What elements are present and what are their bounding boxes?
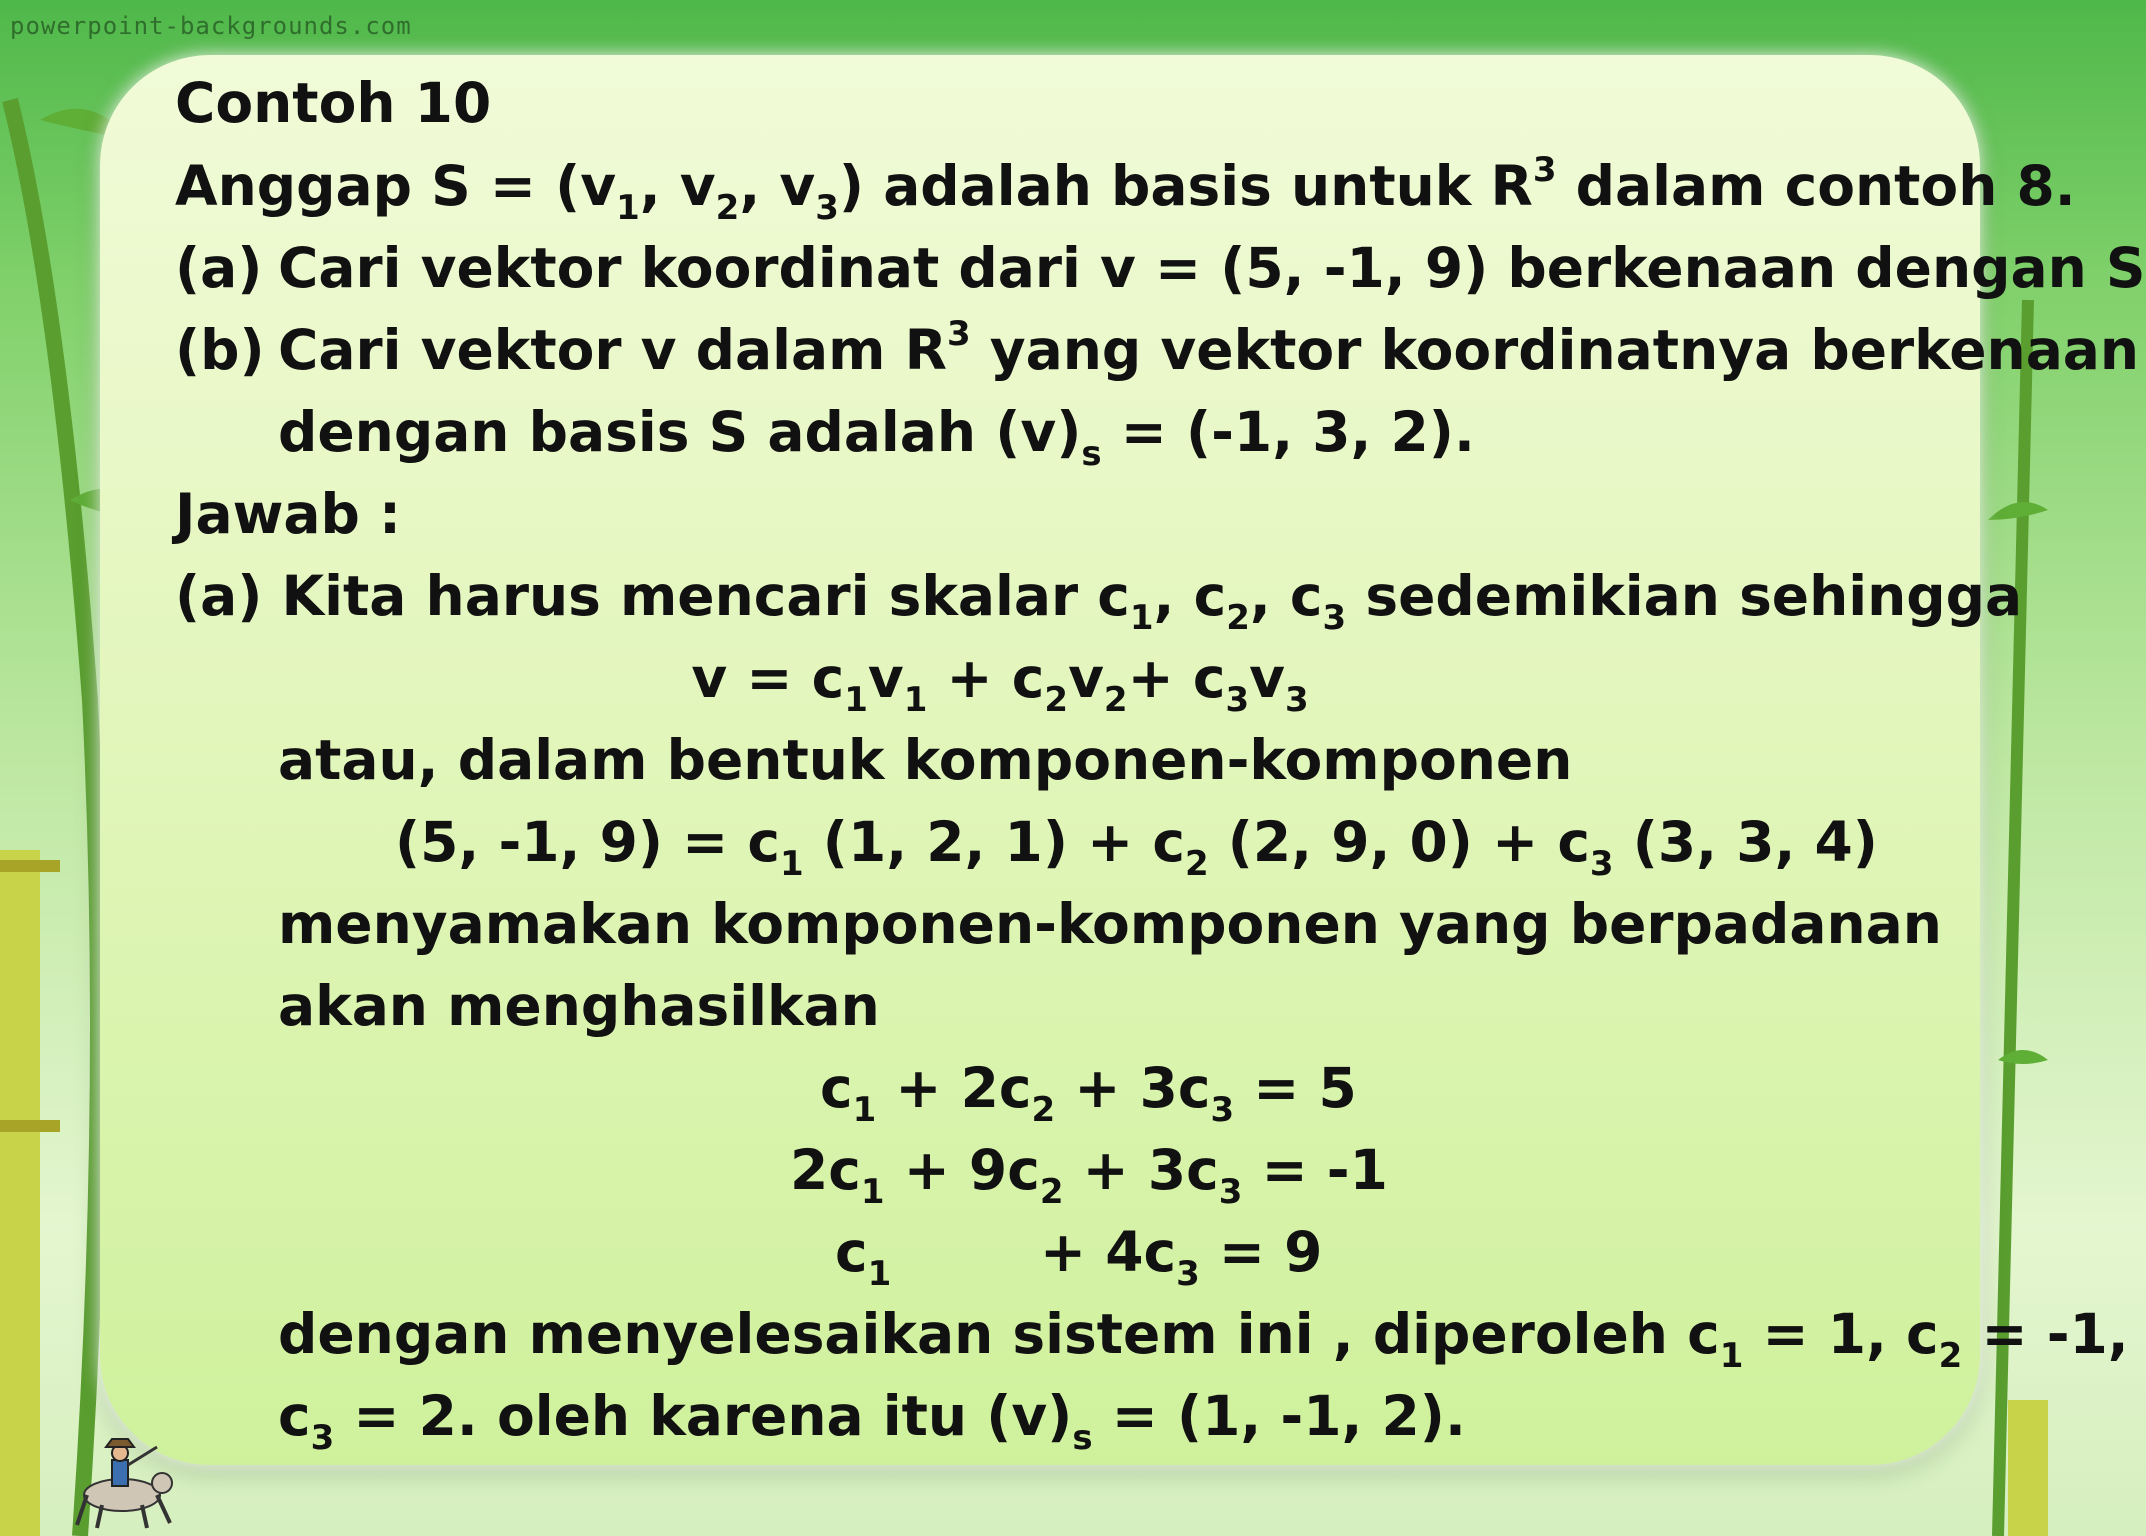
component-form-text: atau, dalam bentuk komponen-komponen bbox=[278, 728, 1573, 792]
equation-components: (5, -1, $9) = c_1$ (1, 2, $1) + c_2$ (2, 9, $0) + c_3$ (3, 3, 4) bbox=[395, 810, 1878, 884]
slide-title: Contoh 10 bbox=[175, 71, 492, 135]
equation-linear-combination: $v = c_1v_1 + c_2v_2+ c_3v_3$ bbox=[691, 646, 1309, 720]
watermark: powerpoint-backgrounds.com bbox=[10, 12, 412, 40]
question-b-text-line2: dengan basis S adalah $(v)_s = (-1$, 3, 2). bbox=[278, 400, 1475, 474]
result-line-1: dengan menyelesaikan sistem ini , diperoleh $c_1 = 1$, $c_2 = -1$, bbox=[278, 1302, 2129, 1376]
yields-text: akan menghasilkan bbox=[278, 974, 880, 1038]
system-equation-3-rhs: + $4c_3 = 9$ bbox=[1040, 1220, 1323, 1294]
question-b-text: Cari vektor v dalam $R^3$ yang vektor koordinatnya berkenaan bbox=[278, 314, 2140, 382]
question-a-text: Cari vektor koordinat dari v = (5, -1, 9) berkenaan dengan S bbox=[278, 236, 2146, 300]
question-b-label: (b) bbox=[175, 318, 265, 382]
system-equation-3: $c_1$ bbox=[835, 1220, 892, 1294]
answer-a-intro: (a) Kita harus mencari skalar $c_1$, $c_2$, $c_3$ sedemikian sehingga bbox=[175, 564, 2023, 638]
question-a bbox=[175, 236, 263, 300]
equating-text: menyamakan komponen-komponen yang berpadanan bbox=[278, 892, 1942, 956]
result-line-2: $c_3 = 2$. oleh karena itu $(v)_s = (1$, -1, 2). bbox=[278, 1384, 1466, 1458]
intro-line: Anggap $S = (v_1$, $v_2$, $v_3$) adalah basis untuk $R^3$ dalam contoh 8. bbox=[175, 150, 2076, 228]
question-a-label: (a) bbox=[175, 236, 263, 300]
cowboy-clipart bbox=[62, 1435, 182, 1530]
system-equation-1: $c_1 + 2c_2 + 3c_3 = 5$ bbox=[820, 1056, 1357, 1130]
answer-heading: Jawab : bbox=[175, 482, 402, 546]
system-equation-2: $2c_1 + 9c_2 + 3c_3 = -1$ bbox=[790, 1138, 1388, 1212]
